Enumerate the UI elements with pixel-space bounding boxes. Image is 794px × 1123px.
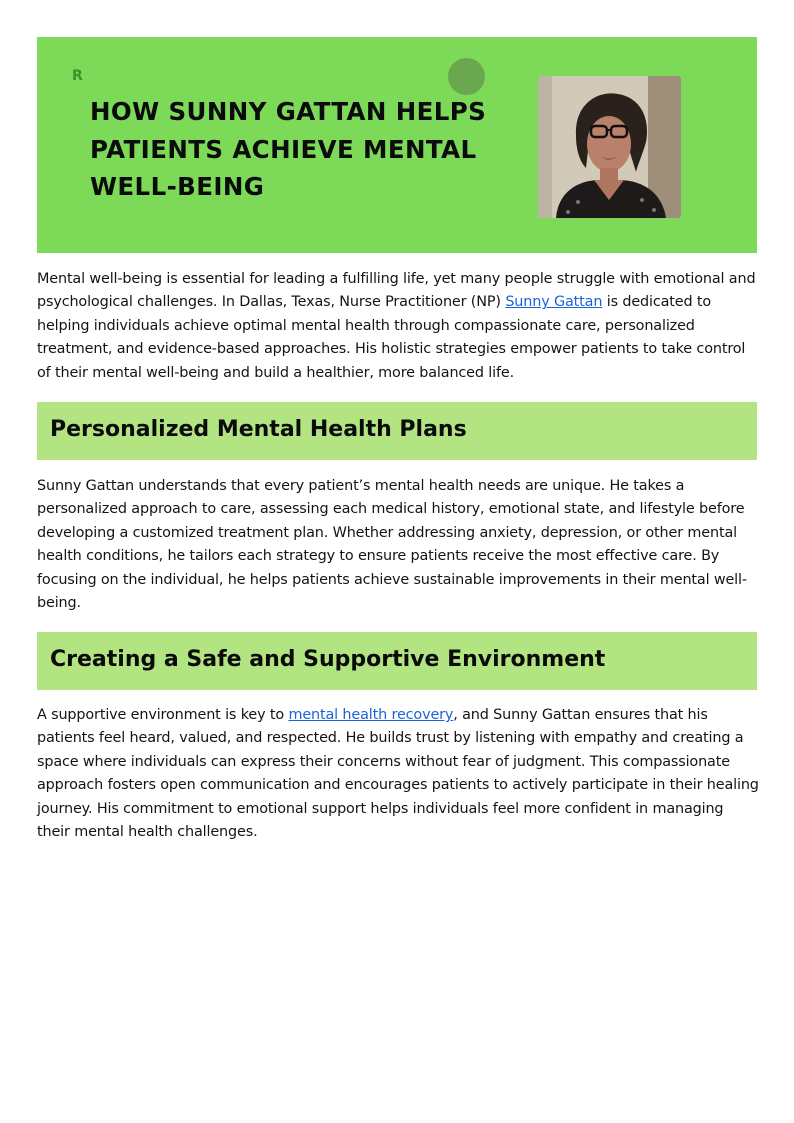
mental-health-recovery-link[interactable]: mental health recovery (288, 707, 454, 723)
hero-banner (37, 37, 757, 253)
author-portrait (538, 76, 681, 218)
portrait-illustration (538, 76, 681, 218)
section-paragraph (37, 704, 759, 844)
intro-text-start: Mental well-being is essential for leading a fulfilling life, yet many people struggle with emotional and psychological challenges. In Dallas, Texas, Nurse Practitioner (NP) (37, 271, 756, 311)
brand-logo: R (72, 68, 83, 84)
section-paragraph: Sunny Gattan understands that every patient’s mental health needs are unique. He takes a personalized approach to care, assessing each medical history, emotional state, and lifestyle before developing a customized treatment plan. Whether addressing anxiety, depression, or other mental health conditions, he tailors each strategy to ensure patients receive the most effective care. By focusing on the individual, he helps patients achieve sustainable improvements in their mental well-being. (37, 478, 747, 612)
section-text-start: A supportive environment is key to (37, 707, 289, 723)
section-heading: Personalized Mental Health Plans (50, 417, 467, 442)
section-heading-band (37, 402, 757, 460)
intro-text-end: is dedicated to helping individuals achieve optimal mental health through compassionate care, personalized treatment, and evidence-based approaches. His holistic strategies empower patients to take control of their mental well-being and build a healthier, more balanced life. (37, 294, 746, 381)
page-title: HOW SUNNY GATTAN HELPS PATIENTS ACHIEVE MENTAL WELL-BEING (90, 97, 487, 201)
section-heading: Creating a Safe and Supportive Environment (50, 647, 606, 672)
sunny-gattan-link[interactable]: Sunny Gattan (505, 294, 603, 311)
intro-paragraph (37, 268, 759, 385)
section-text-end: , and Sunny Gattan ensures that his patients feel heard, valued, and respected. He builds trust by listening with empathy and creating a space where individuals can express their concerns without fear of judgment. This compassionate approach fosters open communication and encourages patients to actively participate in their healing journey. His commitment to emotional support helps individuals feel more confident in managing their mental health challenges. (37, 707, 759, 841)
decorative-circle (448, 58, 485, 95)
section-heading-band (37, 632, 757, 690)
